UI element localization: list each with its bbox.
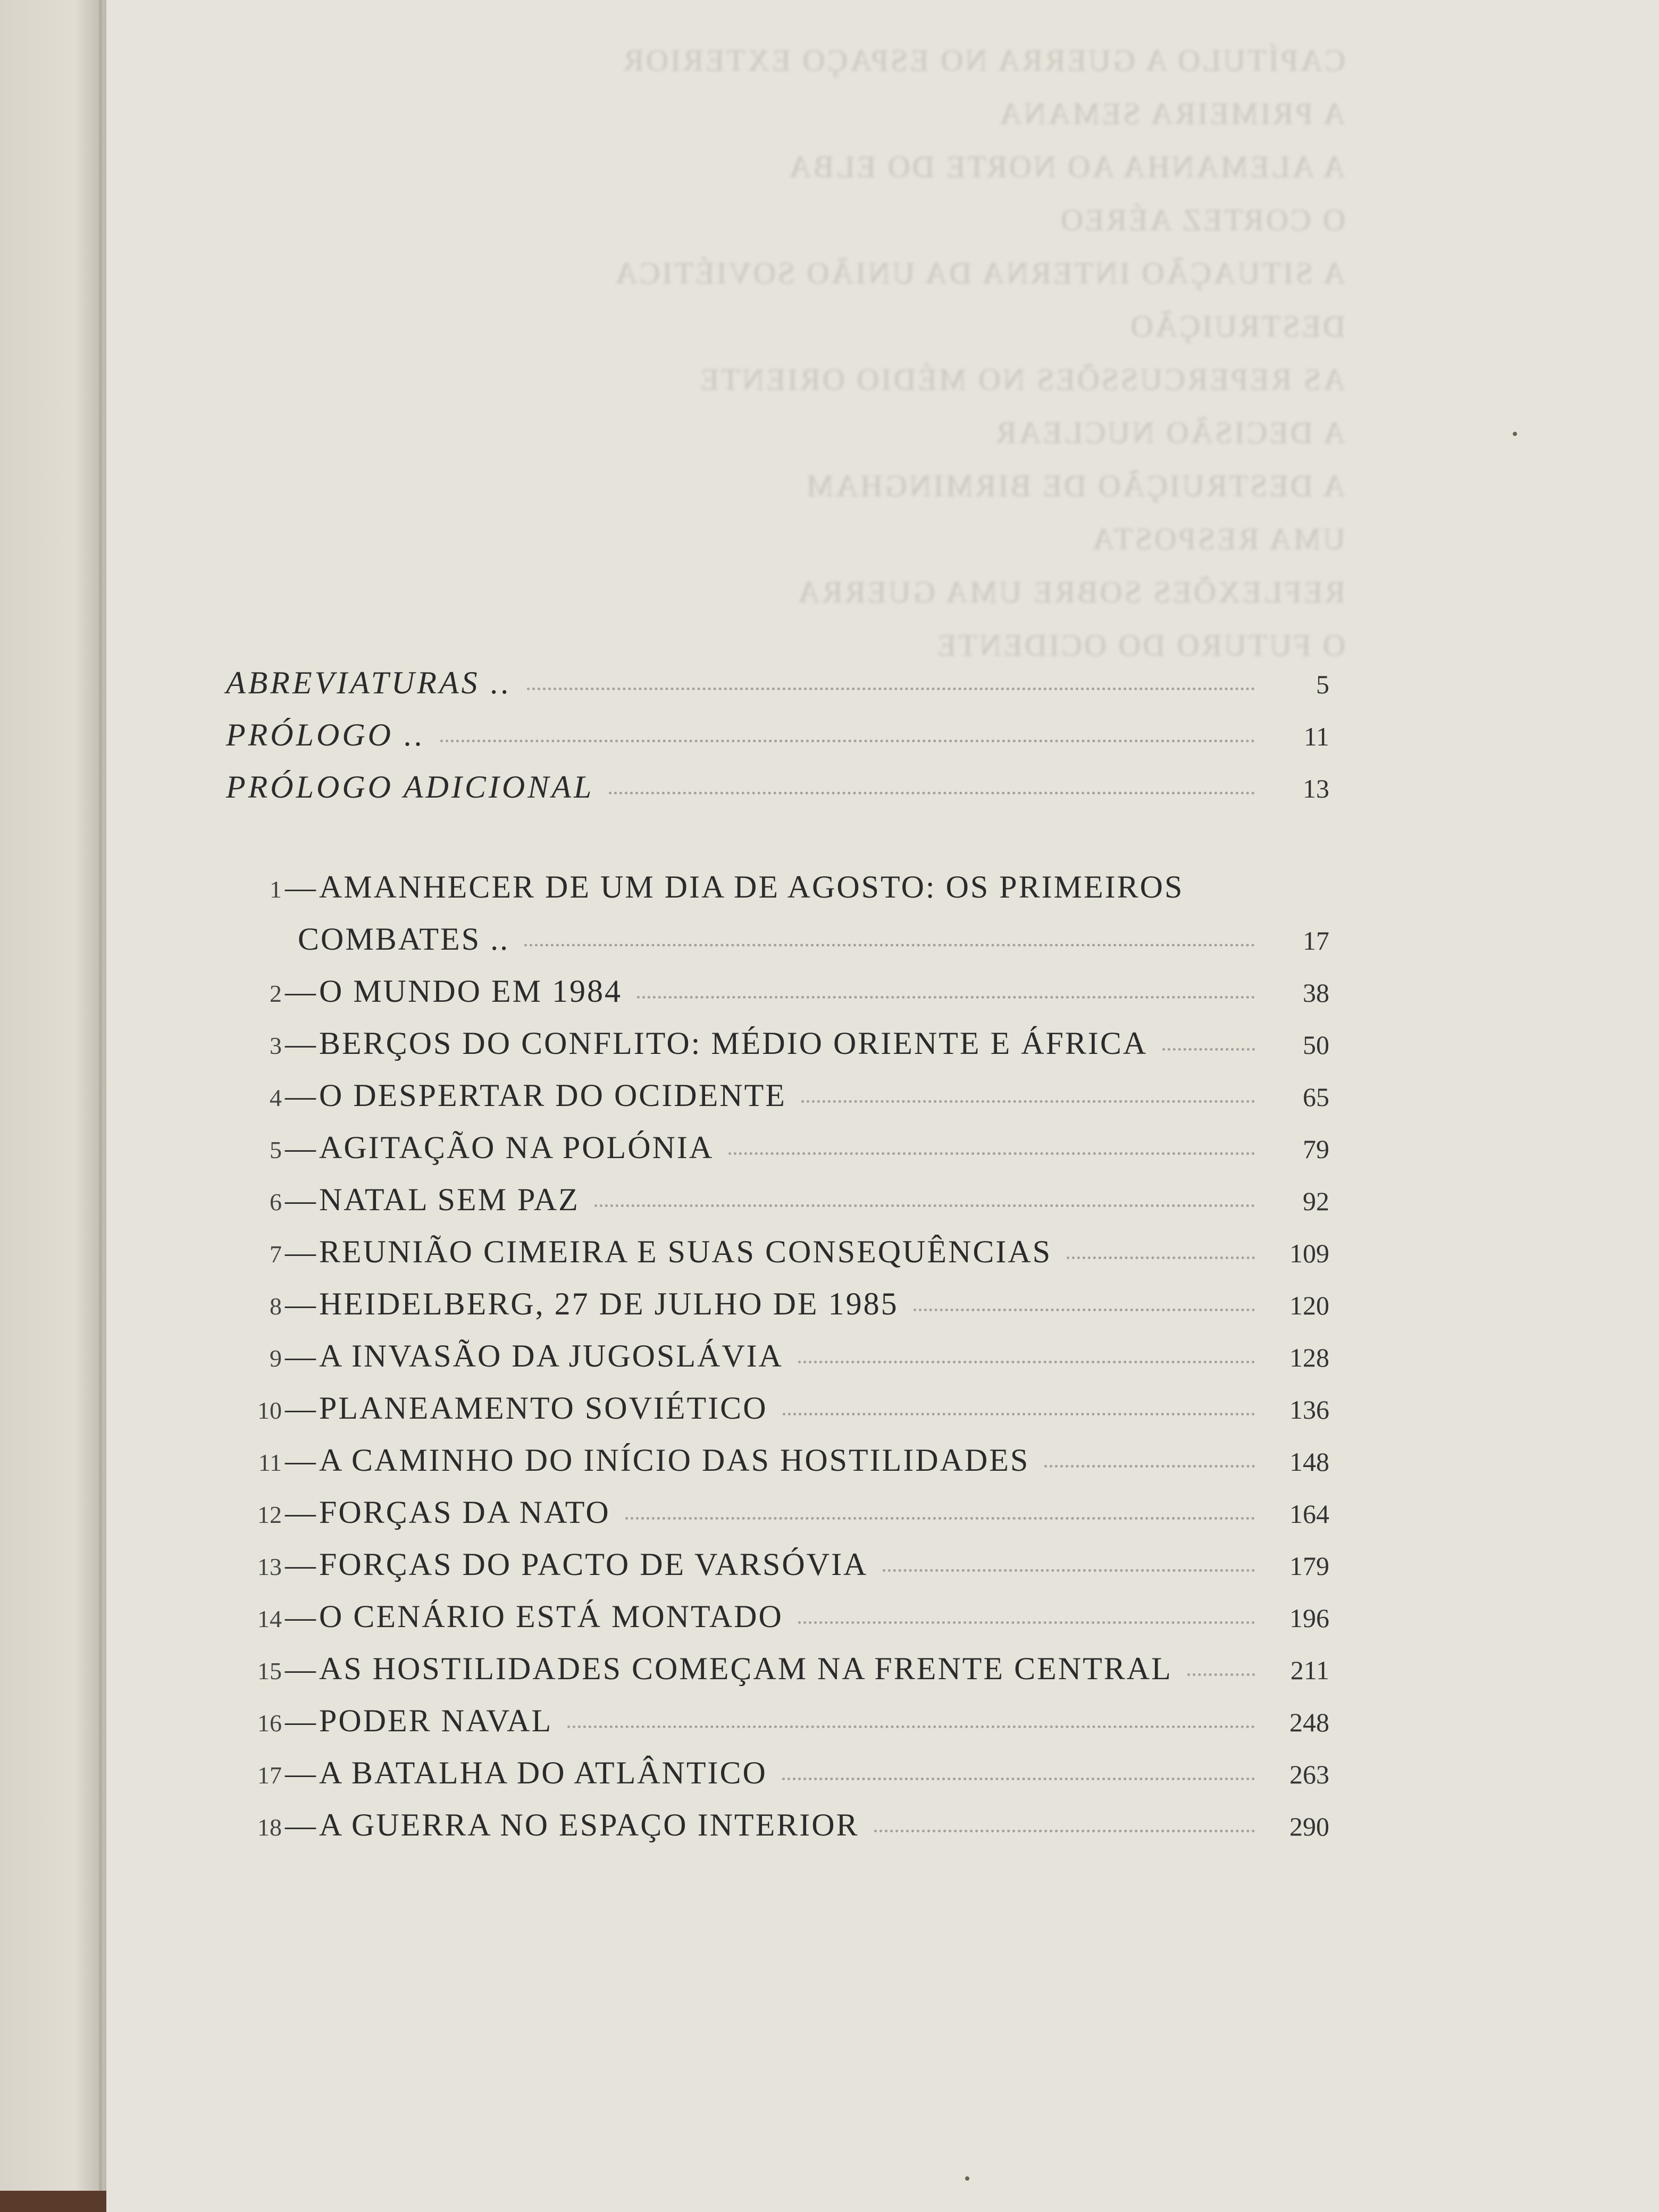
toc-page-number: 38 [1303, 978, 1329, 1008]
dot-leader [728, 1152, 1255, 1155]
chapter-title: HEIDELBERG, 27 DE JULHO DE 1985 [319, 1286, 899, 1321]
chapter-dash: — [285, 1183, 316, 1217]
toc-entry-title: PRÓLOGO ADICIONAL [226, 769, 594, 805]
table-of-contents [223, 665, 1329, 1859]
toc-entry-prologo-adicional [223, 769, 1329, 821]
chapter-title: PODER NAVAL [319, 1703, 553, 1738]
toc-page-number: 248 [1289, 1707, 1329, 1737]
toc-page-number: 263 [1289, 1759, 1329, 1789]
dot-leader [783, 1413, 1255, 1415]
toc-page-number: 196 [1289, 1603, 1329, 1633]
chapter-number: 4 [270, 1084, 282, 1111]
chapter-dash: — [285, 1339, 316, 1373]
dot-leader [801, 1100, 1255, 1103]
chapter-number: 3 [270, 1032, 282, 1059]
dot-leader [914, 1309, 1255, 1311]
show-through-line: A DECISÃO NUCLEAR [994, 415, 1345, 450]
section-gap [223, 821, 1329, 869]
chapter-number: 18 [257, 1814, 282, 1841]
chapter-dash: — [285, 1704, 316, 1738]
chapter-number: 14 [257, 1605, 282, 1632]
toc-page-number: 128 [1289, 1343, 1329, 1372]
toc-chapter-2 [223, 973, 1329, 1025]
toc-chapter-15 [223, 1650, 1329, 1703]
dot-leader [1162, 1048, 1255, 1051]
chapter-title: O CENÁRIO ESTÁ MONTADO [319, 1599, 783, 1634]
toc-page-number: 290 [1289, 1812, 1329, 1841]
show-through-line: O CORTEZ AÉREO [1058, 203, 1345, 237]
chapter-title: FORÇAS DA NATO [319, 1495, 610, 1530]
chapter-number: 15 [257, 1657, 282, 1685]
chapter-number: 2 [270, 980, 282, 1007]
toc-chapter-14 [223, 1598, 1329, 1650]
toc-page-number: 17 [1303, 926, 1329, 956]
toc-page-number: 211 [1290, 1655, 1329, 1685]
dot-leader [567, 1725, 1255, 1728]
toc-page-number: 65 [1303, 1082, 1329, 1112]
dot-leader [798, 1361, 1255, 1363]
toc-page-number: 5 [1316, 669, 1329, 699]
chapter-title: A GUERRA NO ESPAÇO INTERIOR [319, 1807, 859, 1842]
toc-chapter-17 [223, 1755, 1329, 1807]
toc-chapter-10 [223, 1390, 1329, 1442]
paper-speck [1513, 432, 1517, 436]
chapter-dash: — [285, 1652, 316, 1686]
chapter-title: A BATALHA DO ATLÂNTICO [319, 1755, 767, 1790]
toc-entry-prologo [223, 717, 1329, 769]
dot-leader [1187, 1673, 1255, 1676]
toc-entry-abreviaturas [223, 665, 1329, 717]
chapter-dash: — [285, 1026, 316, 1061]
dot-leader [609, 792, 1255, 794]
toc-chapter-13 [223, 1546, 1329, 1598]
show-through-text [223, 43, 1345, 670]
toc-chapter-16 [223, 1703, 1329, 1755]
chapter-number: 9 [270, 1345, 282, 1372]
toc-page-number: 136 [1289, 1395, 1329, 1425]
chapter-dash: — [285, 1599, 316, 1634]
chapter-dash: — [285, 1391, 316, 1426]
chapter-number: 8 [270, 1293, 282, 1320]
chapter-number: 1 [270, 876, 282, 903]
chapter-title: O DESPERTAR DO OCIDENTE [319, 1078, 786, 1113]
chapter-dash: — [285, 870, 316, 904]
show-through-line: O FUTURO DO OCIDENTE [935, 628, 1345, 663]
toc-chapter-1-continued [223, 921, 1329, 973]
toc-page-number: 179 [1289, 1551, 1329, 1581]
gutter-fold [99, 0, 102, 2212]
chapter-dash: — [285, 974, 316, 1009]
chapter-dash: — [285, 1287, 316, 1321]
toc-chapter-3 [223, 1025, 1329, 1077]
dot-leader [527, 688, 1255, 690]
chapter-dash: — [285, 1756, 316, 1790]
chapter-dash: — [285, 1495, 316, 1530]
toc-entry-title: PRÓLOGO .. [226, 717, 425, 752]
chapter-title: AS HOSTILIDADES COMEÇAM NA FRENTE CENTRAL [319, 1651, 1172, 1686]
chapter-number: 13 [257, 1553, 282, 1580]
toc-chapter-6 [223, 1182, 1329, 1234]
toc-page-number: 109 [1289, 1238, 1329, 1268]
chapter-number: 16 [257, 1710, 282, 1737]
chapter-number: 11 [258, 1449, 282, 1476]
chapter-title: NATAL SEM PAZ [319, 1182, 580, 1217]
chapter-number: 17 [257, 1762, 282, 1789]
dot-leader [883, 1569, 1255, 1572]
dot-leader [524, 944, 1255, 946]
dot-leader [625, 1517, 1255, 1520]
toc-entry-title: ABREVIATURAS .. [226, 665, 512, 700]
dot-leader [637, 996, 1255, 999]
toc-chapter-11 [223, 1442, 1329, 1494]
chapter-dash: — [285, 1078, 316, 1113]
chapter-title: COMBATES .. [298, 921, 510, 957]
toc-page-number: 13 [1303, 774, 1329, 803]
show-through-line: A SITUAÇÃO INTERNA DA UNIÃO SOVIÉTICA [613, 256, 1345, 290]
chapter-title: A CAMINHO DO INÍCIO DAS HOSTILIDADES [319, 1443, 1030, 1478]
show-through-line: A ALEMANHA AO NORTE DO ELBA [786, 149, 1345, 184]
dot-leader [440, 740, 1255, 742]
toc-chapter-1 [223, 869, 1329, 921]
chapter-title: PLANEAMENTO SOVIÉTICO [319, 1390, 768, 1426]
chapter-number: 10 [257, 1397, 282, 1424]
chapter-dash: — [285, 1235, 316, 1269]
chapter-number: 7 [270, 1241, 282, 1268]
dot-leader [798, 1621, 1255, 1624]
chapter-title: AMANHECER DE UM DIA DE AGOSTO: OS PRIMEIROS [319, 869, 1184, 904]
toc-chapter-12 [223, 1494, 1329, 1546]
toc-chapter-4 [223, 1077, 1329, 1129]
toc-chapter-9 [223, 1338, 1329, 1390]
dot-leader [782, 1778, 1255, 1780]
dot-leader [874, 1830, 1255, 1832]
chapter-dash: — [285, 1808, 316, 1842]
show-through-line: AS REPERCUSSÕES NO MÉDIO ORIENTE [698, 362, 1345, 397]
show-through-line: A PRIMEIRA SEMANA [997, 96, 1345, 131]
chapter-title: REUNIÃO CIMEIRA E SUAS CONSEQUÊNCIAS [319, 1234, 1052, 1269]
toc-page-number: 50 [1303, 1030, 1329, 1060]
toc-page-number: 11 [1303, 722, 1329, 751]
show-through-line: UMA RESPOSTA [1090, 522, 1345, 556]
chapter-dash: — [285, 1547, 316, 1582]
show-through-line: DESTRUIÇÃO [1128, 309, 1345, 343]
chapter-dash: — [285, 1130, 316, 1165]
dot-leader [594, 1204, 1255, 1207]
chapter-title: O MUNDO EM 1984 [319, 974, 622, 1009]
chapter-number: 5 [270, 1136, 282, 1163]
chapter-dash: — [285, 1443, 316, 1478]
book-cover-edge [0, 2191, 106, 2212]
toc-chapter-5 [223, 1129, 1329, 1182]
book-gutter [0, 0, 106, 2212]
chapter-number: 6 [270, 1188, 282, 1216]
toc-page-number: 164 [1289, 1499, 1329, 1529]
dot-leader [1067, 1256, 1255, 1259]
dot-leader [1044, 1465, 1255, 1468]
toc-page-number: 120 [1289, 1291, 1329, 1320]
paper-speck [965, 2176, 969, 2181]
toc-chapter-18 [223, 1807, 1329, 1859]
toc-chapter-8 [223, 1286, 1329, 1338]
show-through-line: REFLEXÕES SOBRE UMA GUERRA [795, 575, 1345, 609]
toc-page-number: 92 [1303, 1186, 1329, 1216]
toc-page-number: 79 [1303, 1134, 1329, 1164]
show-through-line: A DESTRUIÇÃO DE BIRMINGHAM [804, 468, 1345, 503]
chapter-number: 12 [257, 1501, 282, 1528]
show-through-line: CAPÍTULO A GUERRA NO ESPAÇO EXTERIOR [621, 43, 1345, 78]
chapter-title: A INVASÃO DA JUGOSLÁVIA [319, 1338, 783, 1373]
chapter-title: AGITAÇÃO NA POLÓNIA [319, 1130, 714, 1165]
chapter-title: FORÇAS DO PACTO DE VARSÓVIA [319, 1547, 868, 1582]
toc-page-number: 148 [1289, 1447, 1329, 1477]
chapter-title: BERÇOS DO CONFLITO: MÉDIO ORIENTE E ÁFRICA [319, 1026, 1148, 1061]
toc-chapter-7 [223, 1234, 1329, 1286]
